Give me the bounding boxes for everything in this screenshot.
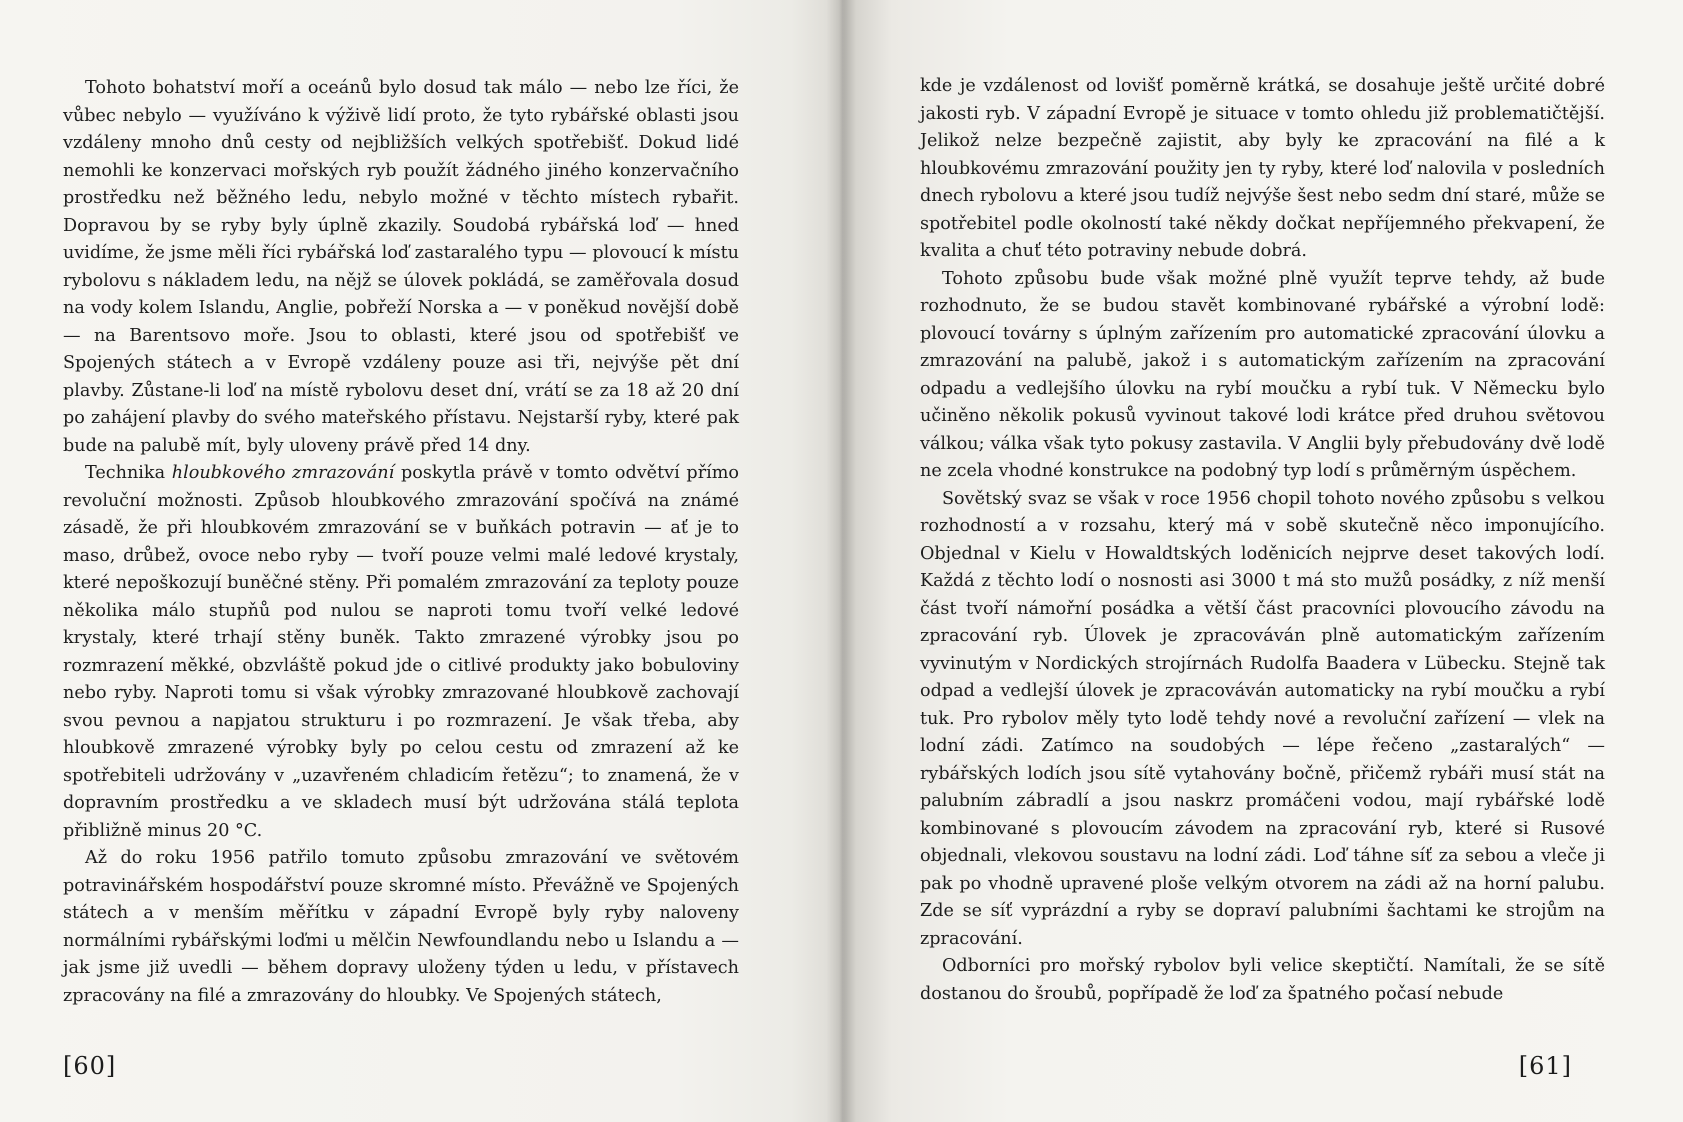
text-run: poskytla právě v tomto odvětví přímo revoluční možnosti. Způsob hloubkového zmrazování spočívá na známé zásadě, že při hloubkovém zmrazování se v buňkách potravin — ať je to maso, drůbež, ovoce nebo ryby — tvoří pouze velmi malé ledové krystaly, které nepoškozují buněčné stěny. Při pomalém zmrazování za teploty pouze několika málo stupňů pod nulou se naproti tomu tvoří velké ledové krystaly, které trhají stěny buněk. Takto zmrazené výrobky jsou po rozmrazení měkké, obzvláště pokud jde o citlivé produkty jako bobuloviny nebo ryby. Naproti tomu si však výrobky zmrazované hloubkově zachovají svou pevnou a napjatou strukturu i po rozmrazení. Je však třeba, aby hloubkově zmrazené výrobky byly po celou cestu od zmrazení až ke spotřebiteli udržovány v „uzavřeném chladicím řetězu“; to znamená, že v dopravním prostředku a ve skladech musí být udržována stálá teplota přibližně minus 20 °C.	[63, 463, 740, 841]
page-number: [61]	[1518, 1052, 1572, 1080]
paragraph	[920, 953, 1605, 1008]
left-page	[0, 0, 841, 1122]
right-page-text	[920, 73, 1605, 1008]
text-run: Sovětský svaz se však v roce 1956 chopil tohoto nového způsobu s velkou rozhodností a v rozsahu, který má v sobě skutečně něco imponujícího. Objednal v Kielu v Howaldtských loděnicích nejprve deset takových lodí. Každá z těchto lodí o nosnosti asi 3000 t má sto mužů posádky, z níž menší část tvoří námořní posádka a větší část pracovníci plovoucího závodu na zpracování ryb. Úlovek je zpracováván plně automatickým zařízením vyvinutým v Nordických strojírnách Rudolfa Baadera v Lübecku. Stejně tak odpad a vedlejší úlovek je zpracováván automaticky na rybí moučku a rybí tuk. Pro rybolov měly tyto lodě tehdy nové a revoluční zařízení — vlek na lodní zádi. Zatímco na soudobých — lépe řečeno „zastaralých“ — rybářských lodích jsou sítě vytahovány bočně, přičemž rybáři musí stát na palubním zábradlí a jsou naskrz promáčeni vodou, mají rybářské lodě kombinované s plovoucím závodem na zpracování ryb, které si Rusové objednali, vlekovou soustavu na lodní zádi. Loď táhne síť za sebou a vleče ji pak po vhodně upravené ploše velkým otvorem na zádi až na horní palubu. Zde se síť vyprázdní a ryby se dopraví palubními šachtami ke strojům na zpracování.	[920, 488, 1605, 949]
text-run: Tohoto způsobu bude však možné plně využít teprve tehdy, až bude rozhodnuto, že se budou stavět kombinované rybářské a výrobní lodě: plovoucí továrny s úplným zařízením pro automatické zpracování úlovku a zmrazování na palubě, jakož i s automatickým zařízením na zpracování odpadu a vedlejšího úlovku na rybí moučku a rybí tuk. V Německu bylo učiněno několik pokusů vyvinout takové lodi krátce před druhou světovou válkou; válka však tyto pokusy zastavila. V Anglii byly přebudovány dvě lodě ne zcela vhodné konstrukce na podobný typ lodí s průměrným úspěchem.	[920, 268, 1605, 481]
text-run: Technika	[85, 463, 172, 483]
text-run: Tohoto bohatství moří a oceánů bylo dosud tak málo — nebo lze říci, že vůbec nebylo — využíváno k výživě lidí proto, že tyto rybářské oblasti jsou vzdáleny mnoho dnů cesty od nejbližších velkých spotřebišť. Dokud lidé nemohli ke konzervaci mořských ryb použít žádného jiného konzervačního prostředku než běžného ledu, nebylo možné v těchto místech rybařit. Dopravou by se ryby byly úplně zkazily. Soudobá rybářská loď — hned uvidíme, že jsme měli říci rybářská loď zastaralého typu — plovoucí k místu rybolovu s nákladem ledu, na nějž se úlovek pokládá, se zaměřovala dosud na vody kolem Islandu, Anglie, pobřeží Norska a — v poněkud novější době — na Barentsovo moře. Jsou to oblasti, které jsou od spotřebišť ve Spojených státech a v Evropě vzdáleny pouze asi tři, nejvýše pět dní plavby. Zůstane-li loď na místě rybolovu deset dní, vrátí se za 18 až 20 dní po zahájení plavby do svého mateřského přístavu. Nejstarší ryby, které pak bude na palubě mít, byly uloveny právě před 14 dny.	[63, 78, 739, 456]
page-number: [60]	[63, 1052, 117, 1080]
text-run: Až do roku 1956 patřilo tomuto způsobu zmrazování ve světovém potravinářském hospodářství pouze skromné místo. Převážně ve Spojených státech a v menším měřítku v západní Evropě byly ryby naloveny normálními rybářskými loďmi u mělčin Newfoundlandu nebo u Islandu a — jak jsme již uvedli — během dopravy uloženy týden u ledu, v přístavech zpracovány na filé a zmrazovány do hloubky. Ve Spojených státech,	[63, 848, 739, 1006]
paragraph	[920, 486, 1605, 954]
left-page-text	[63, 75, 739, 1010]
paragraph	[63, 845, 739, 1010]
text-run: kde je vzdálenost od lovišť poměrně krátká, se dosahuje ještě určité dobré jakosti ryb. V západní Evropě je situace v tomto ohledu již problematičtější. Jelikož nelze bezpečně zajistit, aby byly ke zpracování na filé a k hloubkovému zmrazování použity jen ty ryby, které loď nalovila v posledních dnech rybolovu a které jsou tudíž nejvýše šest nebo sedm dní staré, může se spotřebitel podle okolností také někdy dočkat nepříjemného překvapení, že kvalita a chuť této potraviny nebude dobrá.	[920, 76, 1605, 261]
paragraph	[63, 75, 739, 460]
italic-text-run: hloubkového zmrazování	[171, 463, 395, 483]
right-page	[842, 0, 1683, 1122]
paragraph	[920, 73, 1605, 266]
paragraph	[920, 266, 1605, 486]
text-run: Odborníci pro mořský rybolov byli velice skeptičtí. Namítali, že se sítě dostanou do šroubů, popřípadě že loď za špatného počasí nebude	[920, 956, 1605, 1004]
paragraph	[63, 460, 739, 845]
